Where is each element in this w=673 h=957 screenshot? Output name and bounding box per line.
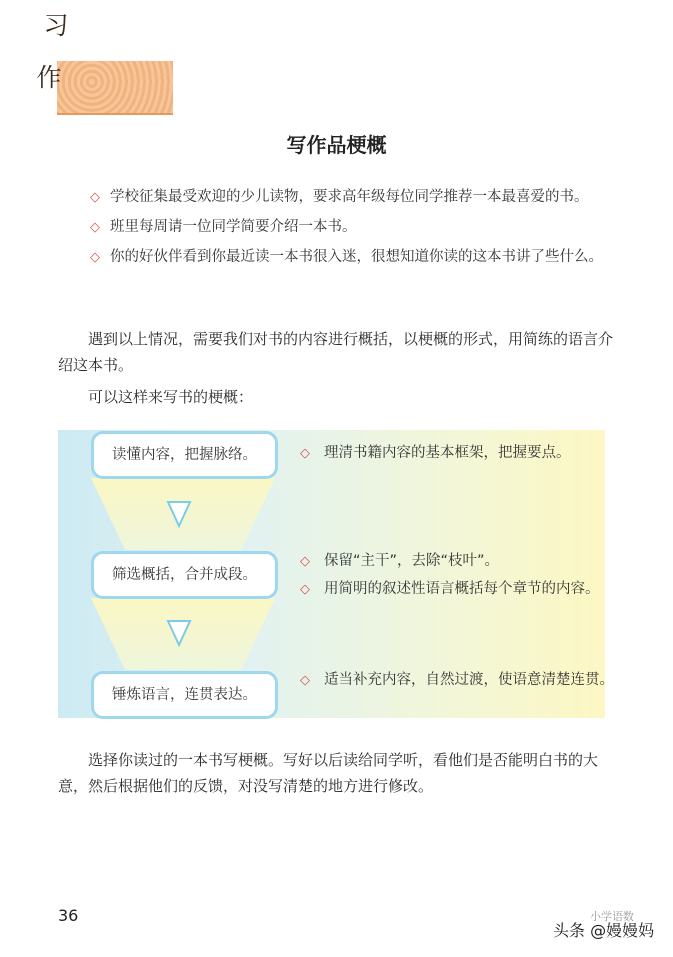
list-item-text: 学校征集最受欢迎的少儿读物，要求高年级每位同学推荐一本最喜爱的书。 [110, 189, 589, 205]
diamond-icon: ◇ [300, 582, 310, 597]
list-item [90, 184, 615, 211]
step-2-point: ◇ 用简明的叙述性语言概括每个章节的内容。 [300, 576, 624, 603]
diamond-icon: ◇ [300, 446, 310, 461]
step-2-box: 筛选概括，合并成段。 [91, 551, 278, 599]
watermark: 头条 @嫚嫚妈 [553, 921, 655, 940]
step-1-box: 读懂内容，把握脉络。 [91, 431, 278, 479]
list-item [90, 214, 615, 241]
diamond-icon: ◇ [90, 220, 100, 235]
step-2-point: ◇ 保留“主干”，去除“枝叶”。 [300, 548, 624, 575]
page-number: 36 [58, 906, 79, 925]
list-item [90, 244, 615, 271]
scenario-list [90, 184, 615, 274]
list-item-text: 班里每周请一位同学简要介绍一本书。 [110, 219, 357, 235]
task-paragraph: 选择你读过的一本书写梗概。写好以后读给同学听，看他们是否能明白书的大意，然后根据他们的反馈，对没写清楚的地方进行修改。 [58, 751, 599, 795]
diamond-icon: ◇ [90, 190, 100, 205]
intro-paragraph: 遇到以上情况，需要我们对书的内容进行概括，以梗概的形式，用简练的语言介绍这本书。 [58, 330, 614, 374]
diamond-icon: ◇ [300, 554, 310, 569]
step-3-box: 锤炼语言，连贯表达。 [91, 671, 278, 719]
watermark-small: 小学语数 [590, 910, 634, 923]
section-tag-label: 习 作 [36, 11, 87, 92]
diamond-icon: ◇ [90, 250, 100, 265]
step-3-point: ◇ 适当补充内容，自然过渡，使语意清楚连贯。 [300, 667, 624, 694]
step-1-point: ◇ 理清书籍内容的基本框架，把握要点。 [300, 440, 624, 467]
diamond-icon: ◇ [300, 673, 310, 688]
list-item-text: 你的好伙伴看到你最近读一本书很入迷，很想知道你读的这本书讲了些什么。 [110, 249, 603, 265]
page-title: 写作品梗概 [286, 133, 387, 157]
lead-paragraph: 可以这样来写书的梗概： [88, 388, 254, 406]
